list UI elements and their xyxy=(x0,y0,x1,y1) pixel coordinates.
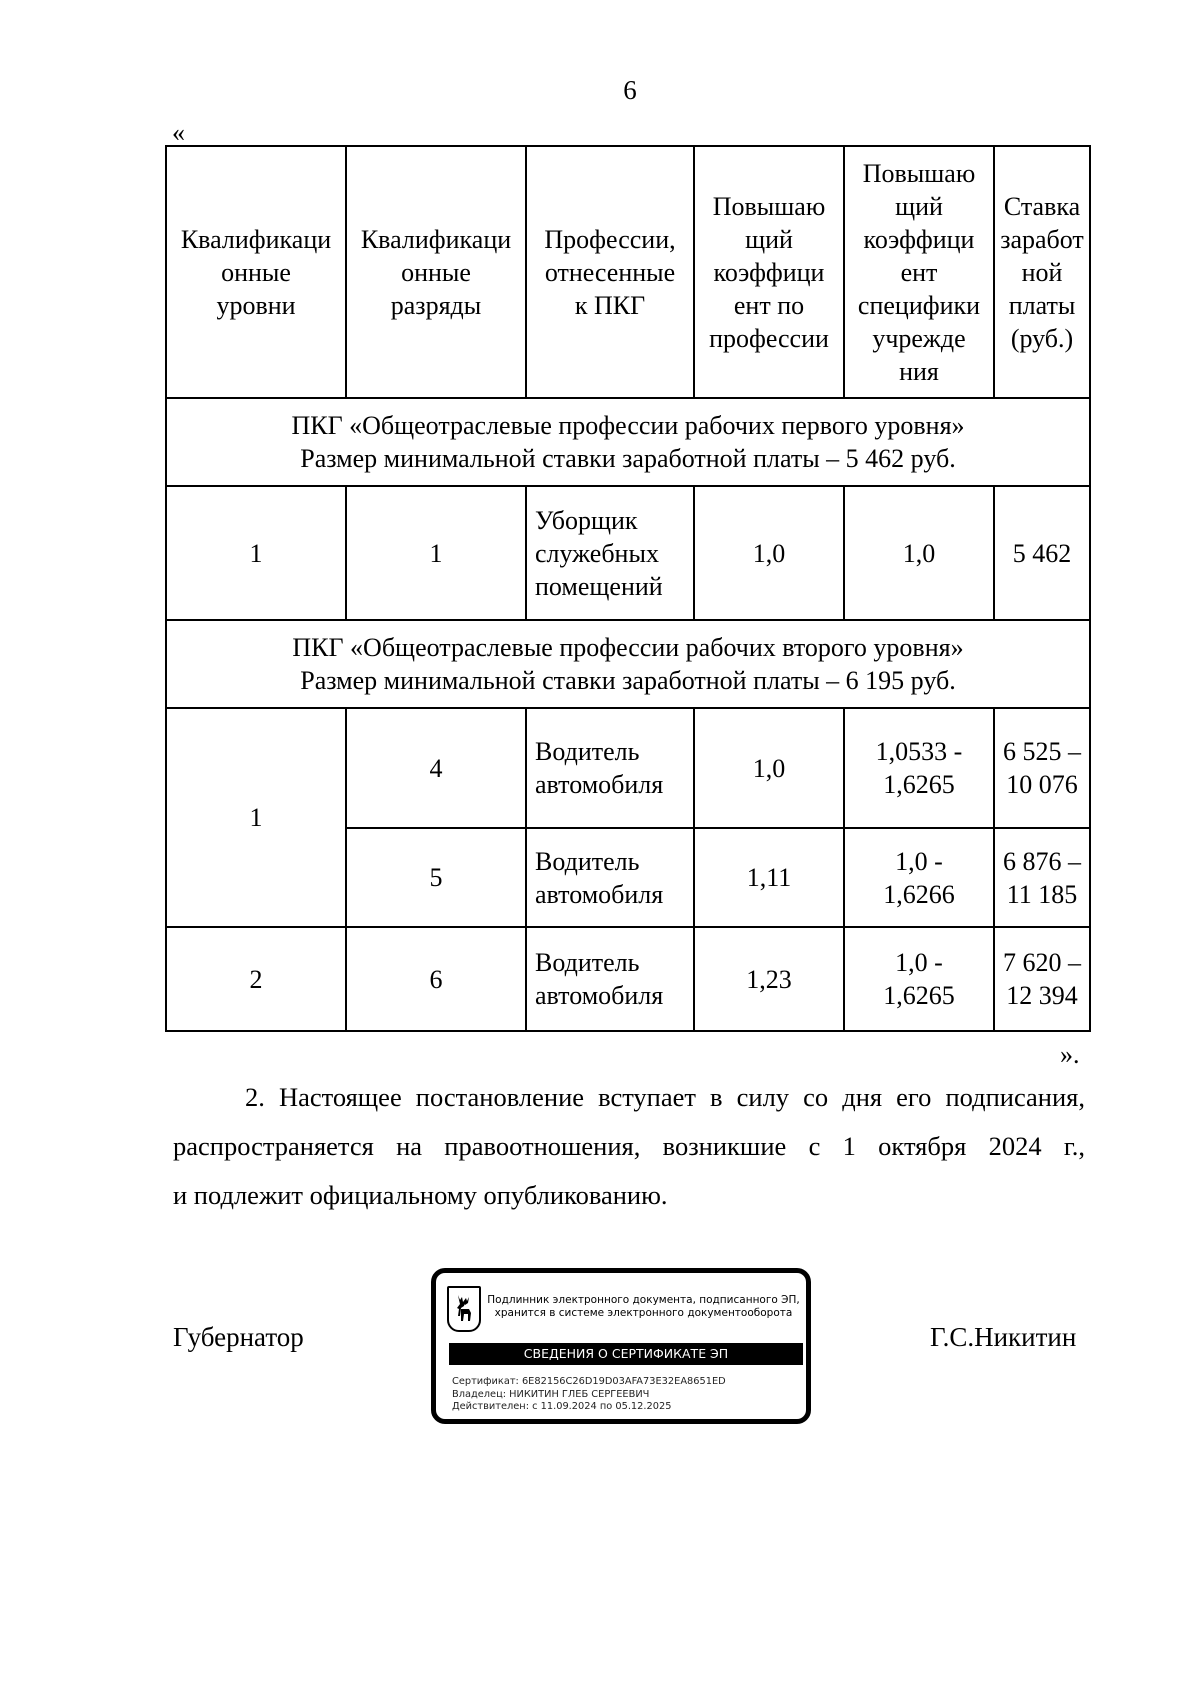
group-header-row xyxy=(166,620,1090,708)
table-row xyxy=(166,927,1090,1031)
header-professions: Профессии, отнесенные к ПКГ xyxy=(526,146,694,398)
certificate-validity: Действителен: с 11.09.2024 по 05.12.2025 xyxy=(452,1401,672,1412)
cell-institution-coefficient: 1,0 xyxy=(844,486,994,620)
effective-date-paragraph xyxy=(173,1073,1085,1220)
table-header-row xyxy=(166,146,1090,398)
cell-grade: 4 xyxy=(346,708,526,828)
cell-level: 1 xyxy=(166,486,346,620)
certificate-owner: Владелец: НИКИТИН ГЛЕБ СЕРГЕЕВИЧ xyxy=(452,1388,650,1400)
closing-quote-mark: ». xyxy=(1060,1040,1080,1069)
cell-profession: Уборщик служебных помещений xyxy=(526,486,694,620)
paragraph-line: и подлежит официальному опубликованию. xyxy=(173,1180,668,1210)
cell-institution-coefficient: 1,0 - 1,6265 xyxy=(844,927,994,1031)
deer-emblem-icon xyxy=(447,1286,481,1332)
qualification-table xyxy=(165,145,1091,1032)
group-header-first-level: ПКГ «Общеотраслевые профессии рабочих первого уровня» Размер минимальной ставки заработной платы – 5 462 руб. xyxy=(166,398,1090,486)
opening-quote-mark: « xyxy=(172,118,185,147)
header-salary-rate: Ставка заработ ной платы (руб.) xyxy=(994,146,1090,398)
group-header-second-level: ПКГ «Общеотраслевые профессии рабочих второго уровня» Размер минимальной ставки заработной платы – 6 195 руб. xyxy=(166,620,1090,708)
certificate-number: Сертификат: 6E82156C26D19D03AFA73E32EA8651ED xyxy=(452,1376,726,1387)
paragraph-line: 2. Настоящее постановление вступает в силу со дня его подписания, xyxy=(245,1082,1085,1112)
cell-profession: Водитель автомобиля xyxy=(526,708,694,828)
table-row xyxy=(166,486,1090,620)
cell-profession-coefficient: 1,0 xyxy=(694,486,844,620)
cell-grade: 1 xyxy=(346,486,526,620)
electronic-signature-stamp xyxy=(431,1268,811,1424)
cell-profession: Водитель автомобиля xyxy=(526,927,694,1031)
cell-level: 2 xyxy=(166,927,346,1031)
certificate-details xyxy=(452,1376,726,1414)
table-row xyxy=(166,708,1090,828)
certificate-info-bar: СВЕДЕНИЯ О СЕРТИФИКАТЕ ЭП xyxy=(449,1343,803,1365)
header-profession-coefficient: Повышаю щий коэффици ент по профессии xyxy=(694,146,844,398)
cell-grade: 6 xyxy=(346,927,526,1031)
cell-salary-rate: 6 876 – 11 185 xyxy=(994,828,1090,927)
header-qualification-grades: Квалификаци онные разряды xyxy=(346,146,526,398)
cell-salary-rate: 5 462 xyxy=(994,486,1090,620)
cell-level: 1 xyxy=(166,708,346,927)
cell-profession-coefficient: 1,23 xyxy=(694,927,844,1031)
header-institution-coefficient: Повышаю щий коэффици ент специфики учрежде ния xyxy=(844,146,994,398)
cell-institution-coefficient: 1,0 - 1,6266 xyxy=(844,828,994,927)
cell-salary-rate: 6 525 – 10 076 xyxy=(994,708,1090,828)
paragraph-line: распространяется на правоотношения, возникшие с 1 октября 2024 г., xyxy=(173,1131,1085,1161)
cell-profession: Водитель автомобиля xyxy=(526,828,694,927)
stamp-header: Подлинник электронного документа, подписанного ЭП, хранится в системе электронного документооборота xyxy=(487,1294,800,1319)
group-header-row xyxy=(166,398,1090,486)
cell-profession-coefficient: 1,0 xyxy=(694,708,844,828)
header-qualification-levels: Квалификаци онные уровни xyxy=(166,146,346,398)
page-number: 6 xyxy=(623,75,637,105)
signer-title: Губернатор xyxy=(173,1322,304,1352)
signer-name: Г.С.Никитин xyxy=(930,1322,1077,1352)
cell-institution-coefficient: 1,0533 - 1,6265 xyxy=(844,708,994,828)
cell-grade: 5 xyxy=(346,828,526,927)
cell-profession-coefficient: 1,11 xyxy=(694,828,844,927)
cell-salary-rate: 7 620 – 12 394 xyxy=(994,927,1090,1031)
